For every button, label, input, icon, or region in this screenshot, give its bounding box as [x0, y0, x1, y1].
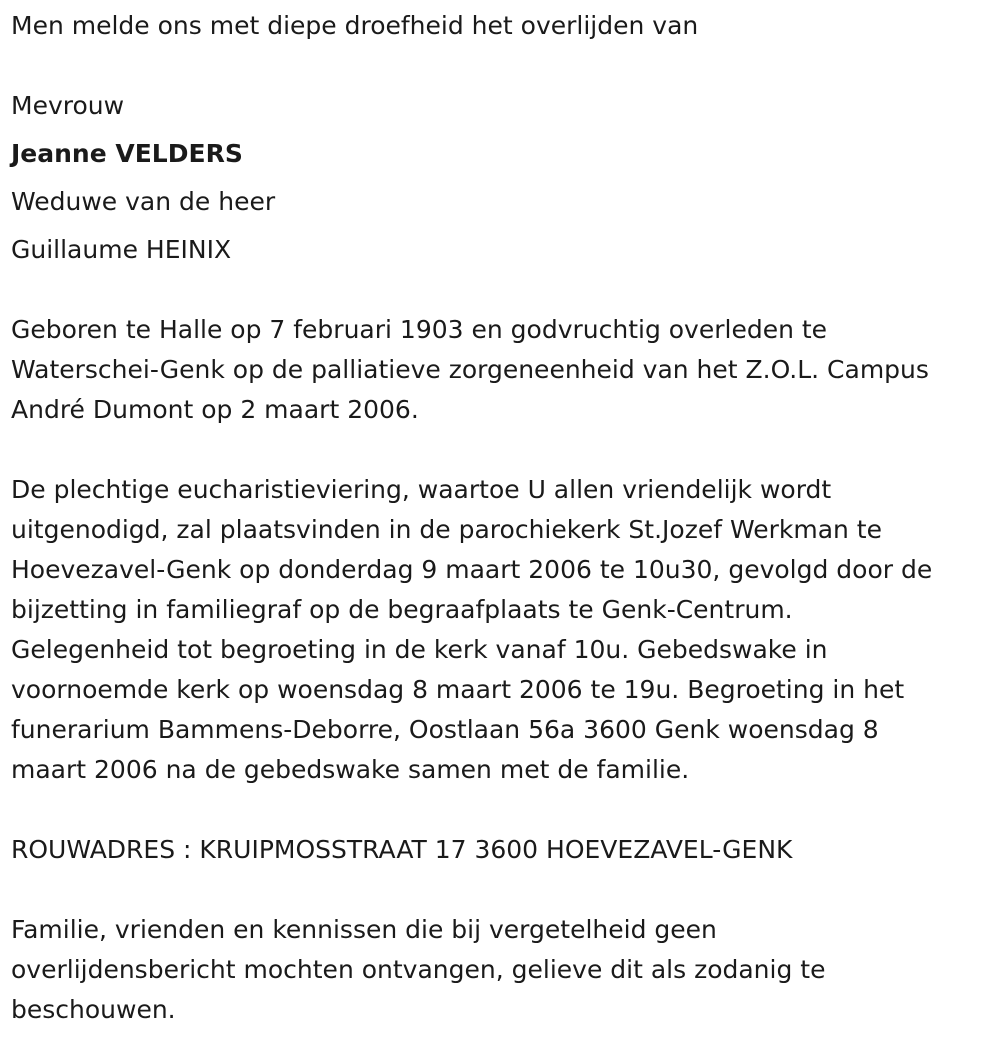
- paragraph-line: bijzetting in familiegraf op de begraafplaats te Genk-Centrum.: [11, 595, 793, 624]
- honorific: Mevrouw: [11, 91, 125, 120]
- spouse-name: Guillaume HEINIX: [11, 235, 232, 264]
- paragraph-line: Gelegenheid tot begroeting in de kerk vanaf 10u. Gebedswake in: [11, 635, 828, 664]
- paragraph-line: beschouwen.: [11, 995, 176, 1024]
- paragraph-line: maart 2006 na de gebedswake samen met de familie.: [11, 755, 690, 784]
- paragraph-line: uitgenodigd, zal plaatsvinden in de parochiekerk St.Jozef Werkman te: [11, 515, 882, 544]
- paragraph-line: Familie, vrienden en kennissen die bij vergetelheid geen: [11, 915, 717, 944]
- paragraph-line: André Dumont op 2 maart 2006.: [11, 395, 419, 424]
- intro-text: Men melde ons met diepe droefheid het overlijden van: [11, 11, 699, 40]
- widow-of-text: Weduwe van de heer: [11, 187, 276, 216]
- deceased-name: Jeanne VELDERS: [11, 139, 243, 168]
- paragraph-line: Hoevezavel-Genk op donderdag 9 maart 2006 te 10u30, gevolgd door de: [11, 555, 933, 584]
- family-note-paragraph: [11, 910, 825, 1030]
- paragraph-line: Geboren te Halle op 7 februari 1903 en godvruchtig overleden te: [11, 315, 828, 344]
- paragraph-line: De plechtige eucharistieviering, waartoe U allen vriendelijk wordt: [11, 475, 832, 504]
- paragraph-line: voornoemde kerk op woensdag 8 maart 2006 te 19u. Begroeting in het: [11, 675, 905, 704]
- paragraph-line: funerarium Bammens-Deborre, Oostlaan 56a 3600 Genk woensdag 8: [11, 715, 879, 744]
- service-paragraph: [11, 470, 932, 790]
- paragraph-line: Waterschei-Genk op de palliatieve zorgeneenheid van het Z.O.L. Campus: [11, 355, 929, 384]
- paragraph-line: overlijdensbericht mochten ontvangen, gelieve dit als zodanig te: [11, 955, 826, 984]
- mourning-address: [11, 830, 792, 870]
- birth-death-paragraph: [11, 310, 929, 430]
- mourning-address-text: ROUWADRES : KRUIPMOSSTRAAT 17 3600 HOEVEZAVEL-GENK: [11, 835, 793, 864]
